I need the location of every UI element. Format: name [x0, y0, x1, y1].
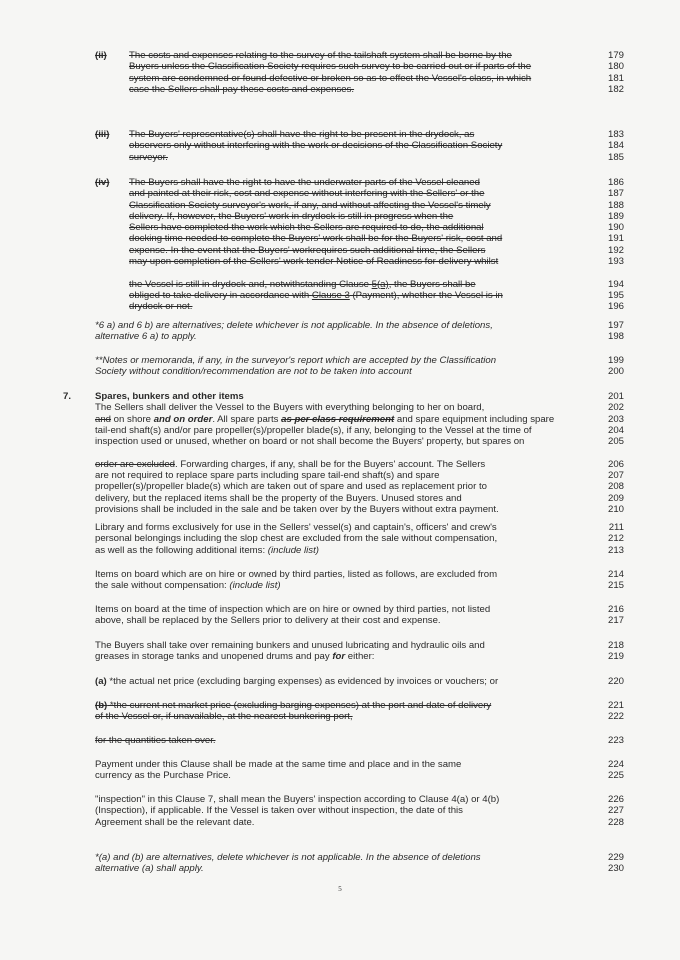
text-line: tail-end shaft(s) and/or pare propeller(s)/propeller blade(s), if any, belonging to the Vessel at the time of — [95, 424, 532, 436]
section-heading: Spares, bunkers and other items — [95, 391, 244, 402]
option-label: (a) — [95, 676, 107, 687]
text-line: **Notes or memoranda, if any, in the surveyor's report which are accepted by the Classification — [95, 355, 497, 366]
line-number: 218 — [607, 640, 624, 651]
line-number: 192 — [607, 244, 624, 256]
text-segment: and spare equipment including spare — [394, 413, 555, 425]
text-line: observers only without interfering with the work or decisions of the Classification Society — [129, 140, 503, 152]
line-number: 217 — [607, 615, 624, 627]
text-line: docking time needed to complete the Buyers' work shall be for the Buyers' risk, cost and — [129, 233, 503, 245]
text-segment: and on order — [153, 413, 213, 425]
text-line: Buyers unless the Classification Society requires such survey to be carried out or if parts of the — [129, 61, 532, 73]
text-line: *(a) and (b) are alternatives, delete whichever is not applicable. In the absence of deletions — [95, 852, 481, 863]
page-number: 5 — [338, 885, 342, 893]
text-line — [95, 700, 491, 711]
line-number: 214 — [607, 569, 624, 580]
text-line: "inspection" in this Clause 7, shall mean the Buyers' inspection according to Clause 4(a) or 4(b) — [95, 794, 500, 805]
text-line: Items on board at the time of inspection which are on hire or owned by third parties, not listed — [95, 604, 491, 615]
text-line — [95, 545, 319, 556]
line-number: 189 — [607, 210, 624, 222]
line-number: 195 — [607, 289, 624, 301]
text-line: for the quantities taken over. — [95, 735, 216, 746]
line-number: 202 — [607, 402, 624, 414]
text-line: Payment under this Clause shall be made at the same time and place and in the same — [95, 759, 462, 770]
line-number: 201 — [607, 391, 624, 402]
text-line — [95, 651, 374, 662]
clause-reference: 5(a) — [371, 278, 389, 290]
text-line: currency as the Purchase Price. — [95, 770, 231, 782]
text-line: drydock or not. — [129, 301, 193, 313]
text-line: Library and forms exclusively for use in the Sellers' vessel(s) and captain's, officers' and crew's — [95, 522, 497, 533]
paragraph-payment — [0, 759, 680, 782]
text-line: surveyor. — [129, 151, 168, 163]
paragraph-inspection-definition — [0, 794, 680, 828]
line-number: 194 — [607, 278, 624, 290]
paragraph-inspection-items — [0, 604, 680, 627]
text-line: The Buyers' representative(s) shall have the right to be present in the drydock, as — [129, 129, 475, 140]
text-line: delivery. If, however, the Buyers' work in drydock is still in progress when the — [129, 210, 454, 222]
line-number: 213 — [607, 544, 624, 556]
line-number: 228 — [607, 816, 624, 828]
text-line: alternative (a) shall apply. — [95, 863, 204, 875]
text-line: The Buyers shall have the right to have the underwater parts of the Vessel cleaned — [129, 177, 480, 188]
line-number: 198 — [607, 331, 624, 343]
line-number: 182 — [607, 83, 624, 95]
line-number: 226 — [607, 794, 624, 805]
line-number: 203 — [607, 413, 624, 425]
text-line: propeller(s)/propeller blade(s) which are taken out of spare and used as replacement prior to — [95, 481, 487, 493]
line-number: 190 — [607, 222, 624, 234]
text-line: and painted at their risk, cost and expense without interfering with the Sellers' or the — [129, 188, 485, 200]
line-number: 200 — [607, 366, 624, 378]
clause-reference: Clause 3 — [311, 289, 350, 301]
line-number: 204 — [607, 424, 624, 436]
text-line: The costs and expenses relating to the survey of the tailshaft system shall be borne by the — [129, 50, 512, 61]
text-segment: (Payment), whether the Vessel is in — [349, 289, 503, 301]
text-line: alternative 6 a) to apply. — [95, 331, 197, 343]
text-line: *6 a) and 6 b) are alternatives; delete whichever is not applicable. In the absence of deletions, — [95, 320, 493, 331]
text-line: inspection used or unused, whether on board or not shall become the Buyers' property, but spares on — [95, 436, 525, 448]
line-number: 220 — [607, 676, 624, 687]
text-segment: (include list) — [229, 580, 281, 592]
item-label: (ii) — [95, 50, 107, 61]
line-number: 181 — [607, 72, 624, 84]
text-line: Society without condition/recommendation are not to be taken into account — [95, 366, 412, 378]
line-number: 197 — [607, 320, 624, 331]
text-segment: as well as the following additional items: — [95, 544, 268, 556]
line-number: 180 — [607, 61, 624, 73]
text-line: may upon completion of the Sellers' work tender Notice of Readiness for delivery whilst — [129, 256, 499, 268]
text-segment: the sale without compensation: — [95, 580, 230, 592]
option-b — [0, 700, 680, 723]
text-line: case the Sellers shall pay these costs and expenses. — [129, 83, 355, 95]
text-segment: for — [332, 651, 346, 663]
section-7 — [0, 391, 680, 515]
text-segment: and — [95, 413, 112, 425]
line-number: 207 — [607, 470, 624, 482]
text-segment: as per class requirement — [281, 413, 395, 425]
text-line: system are condemned or found defective or broken so as to effect the Vessel's class, in which — [129, 72, 532, 84]
text-line: delivery, but the replaced items shall be the property of the Buyers. Unused stores and — [95, 492, 462, 504]
line-number: 205 — [607, 436, 624, 448]
line-number: 186 — [607, 177, 624, 188]
line-number: 225 — [607, 770, 624, 782]
line-number: 185 — [607, 151, 624, 163]
text-segment: on shore — [111, 413, 154, 425]
line-number: 196 — [607, 301, 624, 313]
paragraph-library — [0, 522, 680, 556]
paragraph-hired-items — [0, 569, 680, 592]
text-line: expense. In the event that the Buyers' workrequires such additional time, the Sellers — [129, 244, 486, 256]
line-number: 187 — [607, 188, 624, 200]
text-segment: greases in storage tanks and unopened drums and pay — [95, 651, 333, 663]
line-number: 209 — [607, 492, 624, 504]
line-number: 212 — [607, 533, 624, 545]
clause-ii — [0, 50, 680, 95]
line-number: 179 — [607, 50, 624, 61]
text-line: personal belongings including the slop chest are excluded from the sale without compensation, — [95, 533, 498, 545]
text-line: Agreement shall be the relevant date. — [95, 816, 255, 828]
text-segment: *the actual net price (excluding barging expenses) as evidenced by invoices or vouchers; or — [106, 676, 499, 687]
line-number: 206 — [607, 458, 624, 470]
text-segment: obliged to take delivery in accordance with — [129, 289, 312, 301]
text-line — [95, 580, 281, 591]
text-line — [95, 676, 498, 687]
text-line: Sellers have completed the work which the Sellers are required to do, the additional — [129, 222, 484, 234]
line-number: 230 — [607, 863, 624, 875]
note-memoranda — [0, 355, 680, 378]
line-number: 224 — [607, 759, 624, 770]
line-number: 184 — [607, 140, 624, 152]
line-number: 221 — [607, 700, 624, 711]
line-number: 193 — [607, 256, 624, 268]
text-line — [129, 279, 476, 290]
text-line: The Sellers shall deliver the Vessel to the Buyers with everything belonging to her on board, — [95, 402, 485, 414]
clause-iii — [0, 129, 680, 163]
line-number: 199 — [607, 355, 624, 366]
text-line: Items on board which are on hire or owned by third parties, listed as follows, are excluded from — [95, 569, 498, 580]
text-line: (Inspection), if applicable. If the Vessel is taken over without inspection, the date of this — [95, 805, 463, 817]
line-number: 219 — [607, 651, 624, 663]
line-number: 215 — [607, 580, 624, 592]
note-alternatives-ab — [0, 852, 680, 875]
line-number: 183 — [607, 129, 624, 140]
text-line: Classification Society surveyor's work, if any, and without affecting the Vessel's timely — [129, 199, 491, 211]
text-line: provisions shall be included in the sale and be taken over by the Buyers without extra payment. — [95, 503, 499, 515]
line-number: 222 — [607, 711, 624, 723]
clause-iv — [0, 177, 680, 313]
option-label: (b) — [95, 700, 108, 711]
text-segment: . Forwarding charges, if any, shall be for the Buyers' account. The Sellers — [175, 458, 486, 470]
text-segment: order are excluded — [95, 458, 175, 470]
text-line — [95, 459, 485, 470]
section-number: 7. — [63, 391, 72, 402]
line-number: 223 — [607, 735, 624, 746]
text-segment: . All spare parts — [212, 413, 282, 425]
text-segment: either: — [345, 651, 375, 663]
text-line: of the Vessel or, if unavailable, at the nearest bunkering port, — [95, 711, 353, 723]
text-segment: *the current net market price (excluding barging expenses) at the port and date of delivery — [107, 700, 492, 711]
line-number: 188 — [607, 199, 624, 211]
text-segment: (include list) — [267, 544, 319, 556]
text-line: The Buyers shall take over remaining bunkers and unused lubricating and hydraulic oils and — [95, 640, 485, 651]
line-number: 211 — [608, 522, 624, 533]
text-line: above, shall be replaced by the Sellers prior to delivery at their cost and expense. — [95, 615, 441, 627]
item-label: (iv) — [95, 177, 110, 188]
text-line: are not required to replace spare parts including spare tail-end shaft(s) and spare — [95, 470, 440, 482]
line-number: 210 — [607, 503, 624, 515]
line-number: 191 — [607, 233, 624, 245]
text-line — [129, 290, 503, 301]
struck-quantities — [0, 735, 680, 746]
line-number: 227 — [607, 805, 624, 817]
text-line — [95, 414, 554, 425]
paragraph-bunkers — [0, 640, 680, 663]
note-alternatives-6 — [0, 320, 680, 343]
line-number: 208 — [607, 481, 624, 493]
line-number: 229 — [607, 852, 624, 863]
item-label: (iii) — [95, 129, 110, 140]
option-a — [0, 676, 680, 687]
text-segment: , the Buyers shall be — [388, 278, 476, 290]
line-number: 216 — [607, 604, 624, 615]
text-segment: the Vessel is still in drydock and, notwithstanding Clause — [129, 278, 372, 290]
